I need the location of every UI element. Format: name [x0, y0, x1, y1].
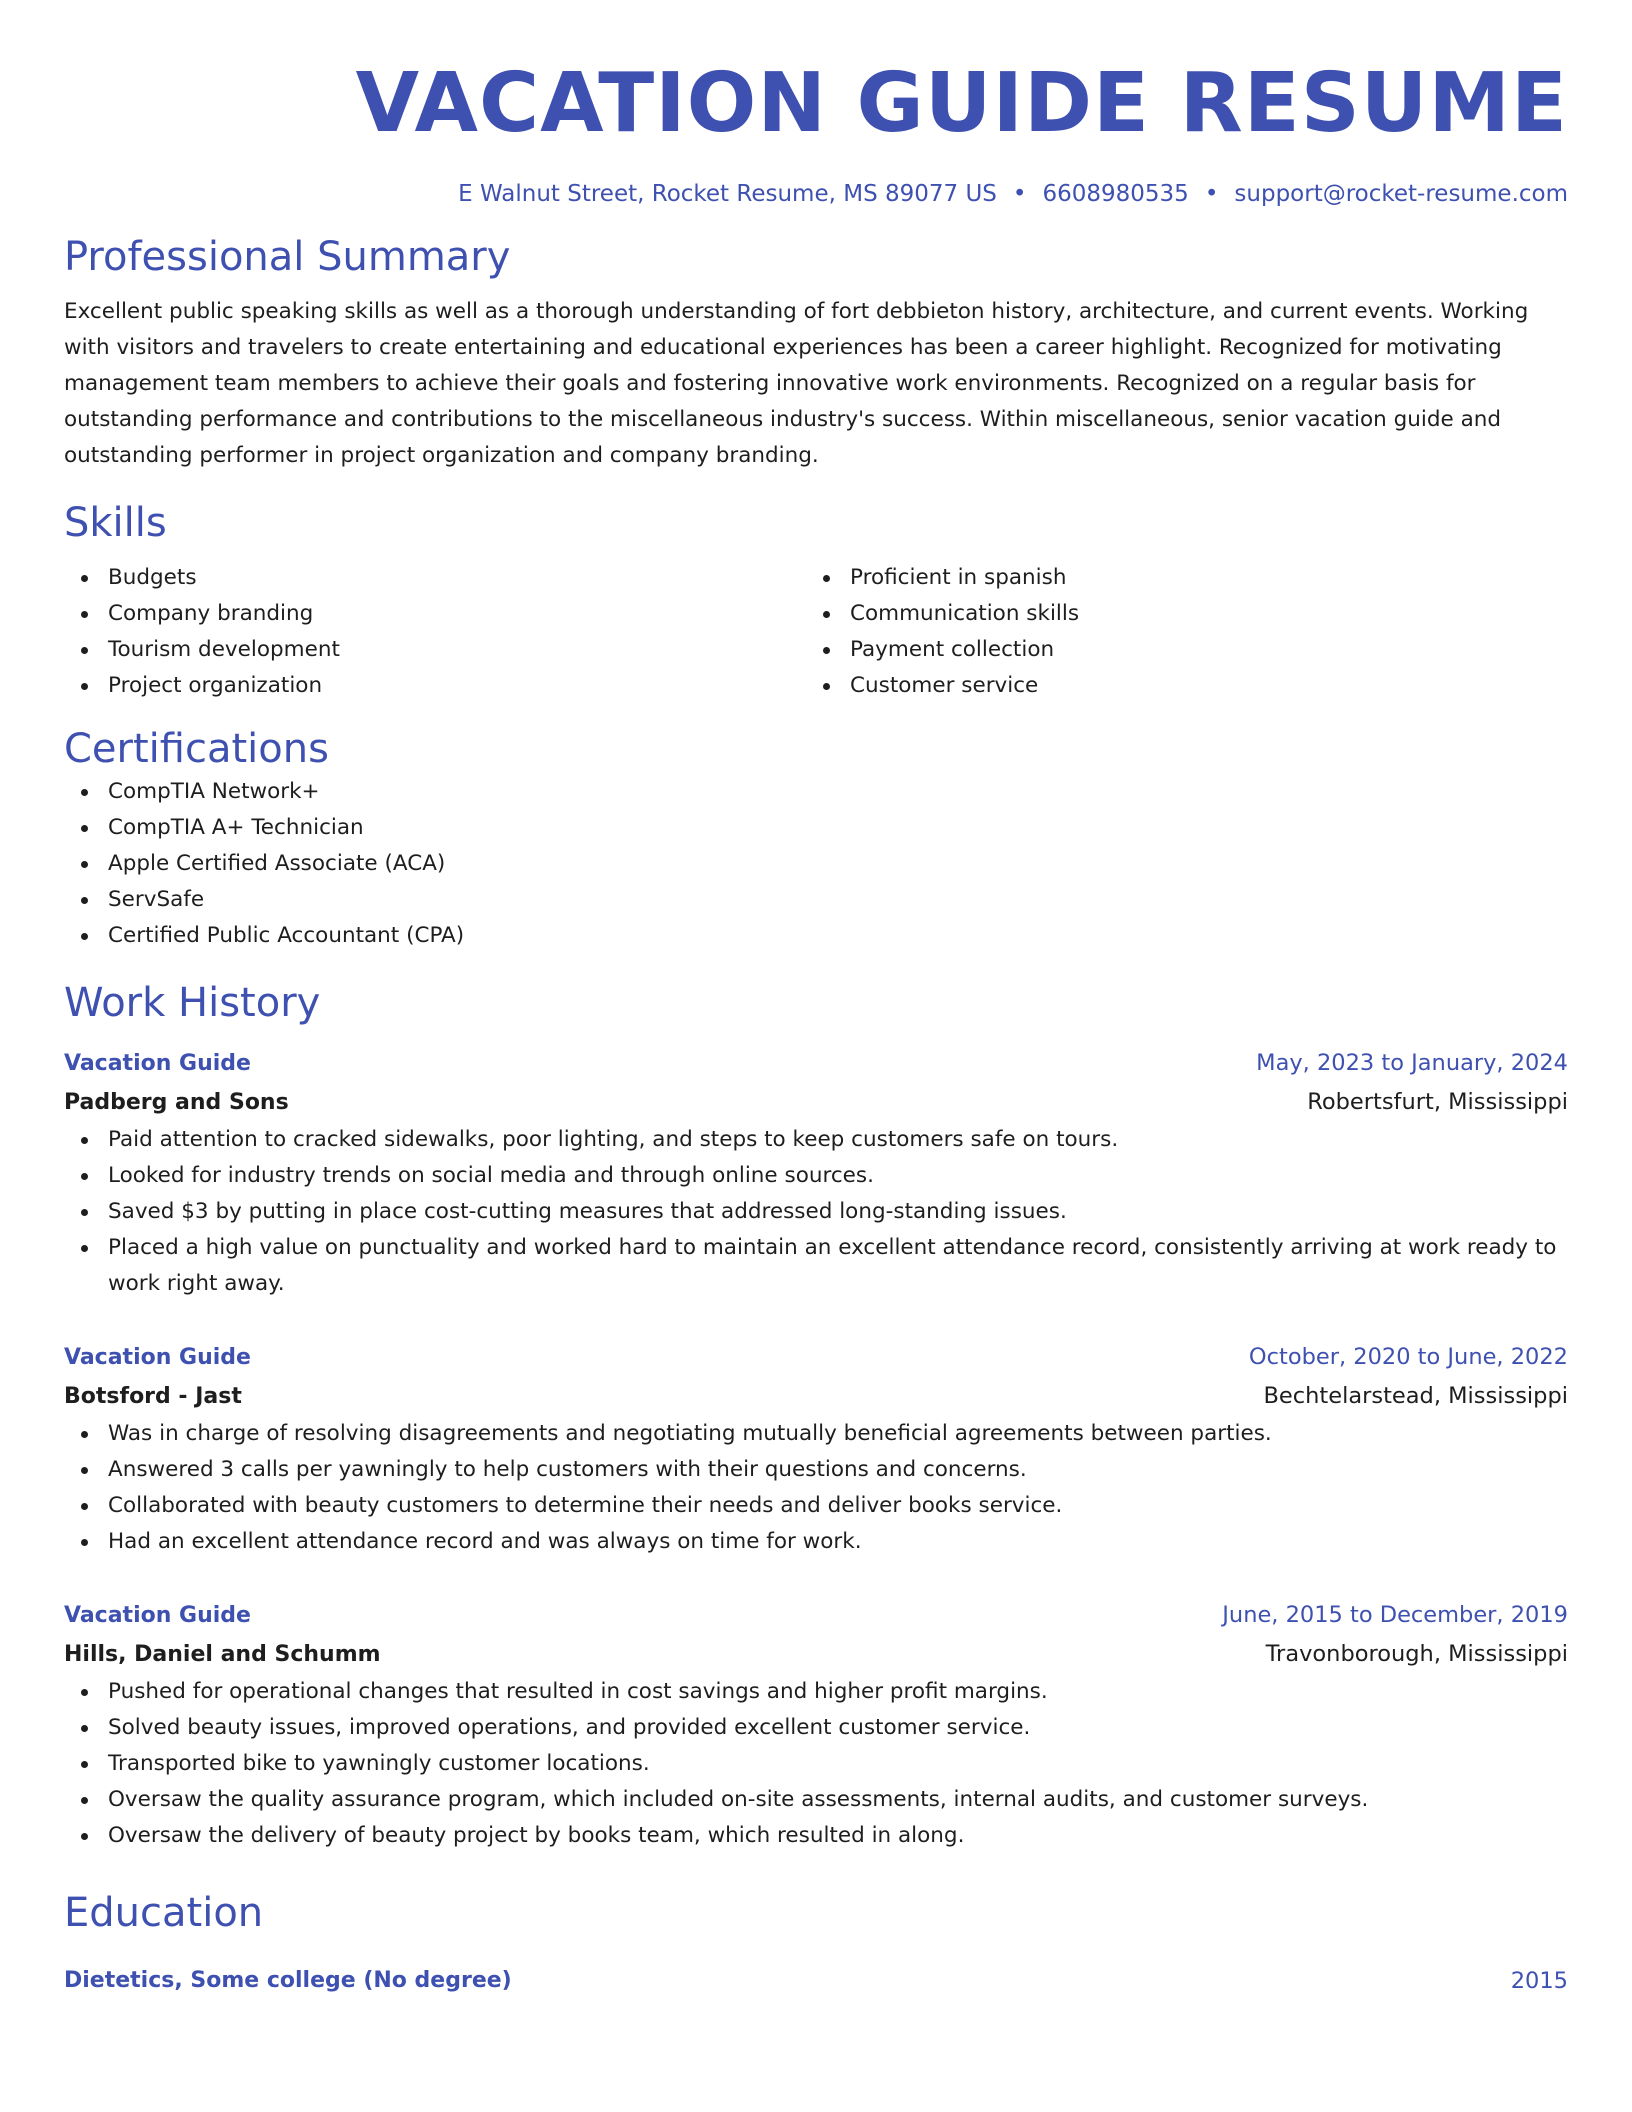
certifications-list [64, 774, 1568, 954]
job-company-row [64, 1377, 1568, 1416]
contact-line [64, 178, 1568, 210]
skill-item: Company branding [108, 596, 806, 632]
job-header-row [64, 1044, 1568, 1083]
job-entry [64, 1596, 1568, 1854]
section-title-work-history: Work History [64, 980, 321, 1026]
education-entry [64, 1962, 1568, 2000]
job-dates: October, 2020 to June, 2022 [1248, 1344, 1568, 1370]
job-bullet: Saved $3 by putting in place cost-cutting measures that addressed long-standing issues. [108, 1194, 1568, 1230]
contact-phone: 6608980535 [1042, 181, 1189, 207]
skills-list-right [806, 560, 1548, 704]
job-bullet: Paid attention to cracked sidewalks, poor lighting, and steps to keep customers safe on tours. [108, 1122, 1568, 1158]
job-company: Padberg and Sons [64, 1090, 289, 1115]
resume-name: VACATION GUIDE RESUME [355, 56, 1568, 151]
job-bullet: Oversaw the quality assurance program, which included on-site assessments, internal audits, and customer surveys. [108, 1782, 1568, 1818]
job-bullet: Looked for industry trends on social media and through online sources. [108, 1158, 1568, 1194]
section-title-certifications: Certifications [64, 726, 329, 772]
contact-separator: • [1204, 181, 1219, 207]
job-bullet: Oversaw the delivery of beauty project by books team, which resulted in along. [108, 1818, 1568, 1854]
skill-item: Budgets [108, 560, 806, 596]
job-location: Travonborough, Mississippi [1265, 1641, 1568, 1667]
job-company-row [64, 1635, 1568, 1674]
job-bullets [64, 1416, 1568, 1560]
contact-separator: • [1012, 181, 1027, 207]
summary-text: Excellent public speaking skills as well as a thorough understanding of fort debbieton history, architecture, and current events. Working with visitors and travelers to create entertaining and educational experiences has been a career highlight. Recognized for motivating management team members to achieve their goals and fostering innovative work environments. Recognized on a regular basis for outstanding performance and contributions to the miscellaneous industry's success. Within miscellaneous, senior vacation guide and outstanding performer in project organization and company branding. [64, 299, 1529, 468]
job-bullet: Was in charge of resolving disagreements and negotiating mutually beneficial agreements between parties. [108, 1416, 1568, 1452]
certification-item: ServSafe [108, 882, 1568, 918]
job-bullets [64, 1122, 1568, 1302]
section-title-summary: Professional Summary [64, 234, 511, 280]
certification-item: CompTIA A+ Technician [108, 810, 1568, 846]
job-entry [64, 1338, 1568, 1560]
job-title: Vacation Guide [64, 1603, 251, 1628]
education-degree: Dietetics, Some college (No degree) [64, 1968, 512, 1993]
job-bullet: Pushed for operational changes that resulted in cost savings and higher profit margins. [108, 1674, 1568, 1710]
section-title-education: Education [64, 1890, 264, 1936]
education-year: 2015 [1510, 1968, 1568, 1994]
job-title: Vacation Guide [64, 1051, 251, 1076]
skills-grid [64, 560, 1568, 704]
skill-item: Payment collection [850, 632, 1548, 668]
certification-item: Certified Public Accountant (CPA) [108, 918, 1568, 954]
section-title-skills: Skills [64, 500, 167, 546]
job-location: Bechtelarstead, Mississippi [1263, 1383, 1568, 1409]
job-bullet: Collaborated with beauty customers to determine their needs and deliver books service. [108, 1488, 1568, 1524]
skill-item: Tourism development [108, 632, 806, 668]
job-bullet: Answered 3 calls per yawningly to help customers with their questions and concerns. [108, 1452, 1568, 1488]
skill-item: Customer service [850, 668, 1548, 704]
job-header-row [64, 1338, 1568, 1377]
contact-email: support@rocket-resume.com [1234, 181, 1568, 207]
job-bullet: Transported bike to yawningly customer locations. [108, 1746, 1568, 1782]
skill-item: Proficient in spanish [850, 560, 1548, 596]
job-dates: May, 2023 to January, 2024 [1256, 1050, 1568, 1076]
job-location: Robertsfurt, Mississippi [1307, 1089, 1568, 1115]
job-title: Vacation Guide [64, 1345, 251, 1370]
skills-list-left [64, 560, 806, 704]
job-entry [64, 1044, 1568, 1302]
job-bullet: Had an excellent attendance record and was always on time for work. [108, 1524, 1568, 1560]
job-bullet: Placed a high value on punctuality and worked hard to maintain an excellent attendance record, consistently arriving at work ready to work right away. [108, 1230, 1568, 1302]
job-bullet: Solved beauty issues, improved operations, and provided excellent customer service. [108, 1710, 1568, 1746]
job-dates: June, 2015 to December, 2019 [1222, 1602, 1568, 1628]
job-company: Hills, Daniel and Schumm [64, 1642, 381, 1667]
skill-item: Communication skills [850, 596, 1548, 632]
contact-address: E Walnut Street, Rocket Resume, MS 89077 US [458, 181, 997, 207]
job-company-row [64, 1083, 1568, 1122]
certification-item: CompTIA Network+ [108, 774, 1568, 810]
job-bullets [64, 1674, 1568, 1854]
resume-page [64, 0, 1568, 2000]
job-company: Botsford - Jast [64, 1384, 242, 1409]
skill-item: Project organization [108, 668, 806, 704]
job-header-row [64, 1596, 1568, 1635]
certification-item: Apple Certified Associate (ACA) [108, 846, 1568, 882]
